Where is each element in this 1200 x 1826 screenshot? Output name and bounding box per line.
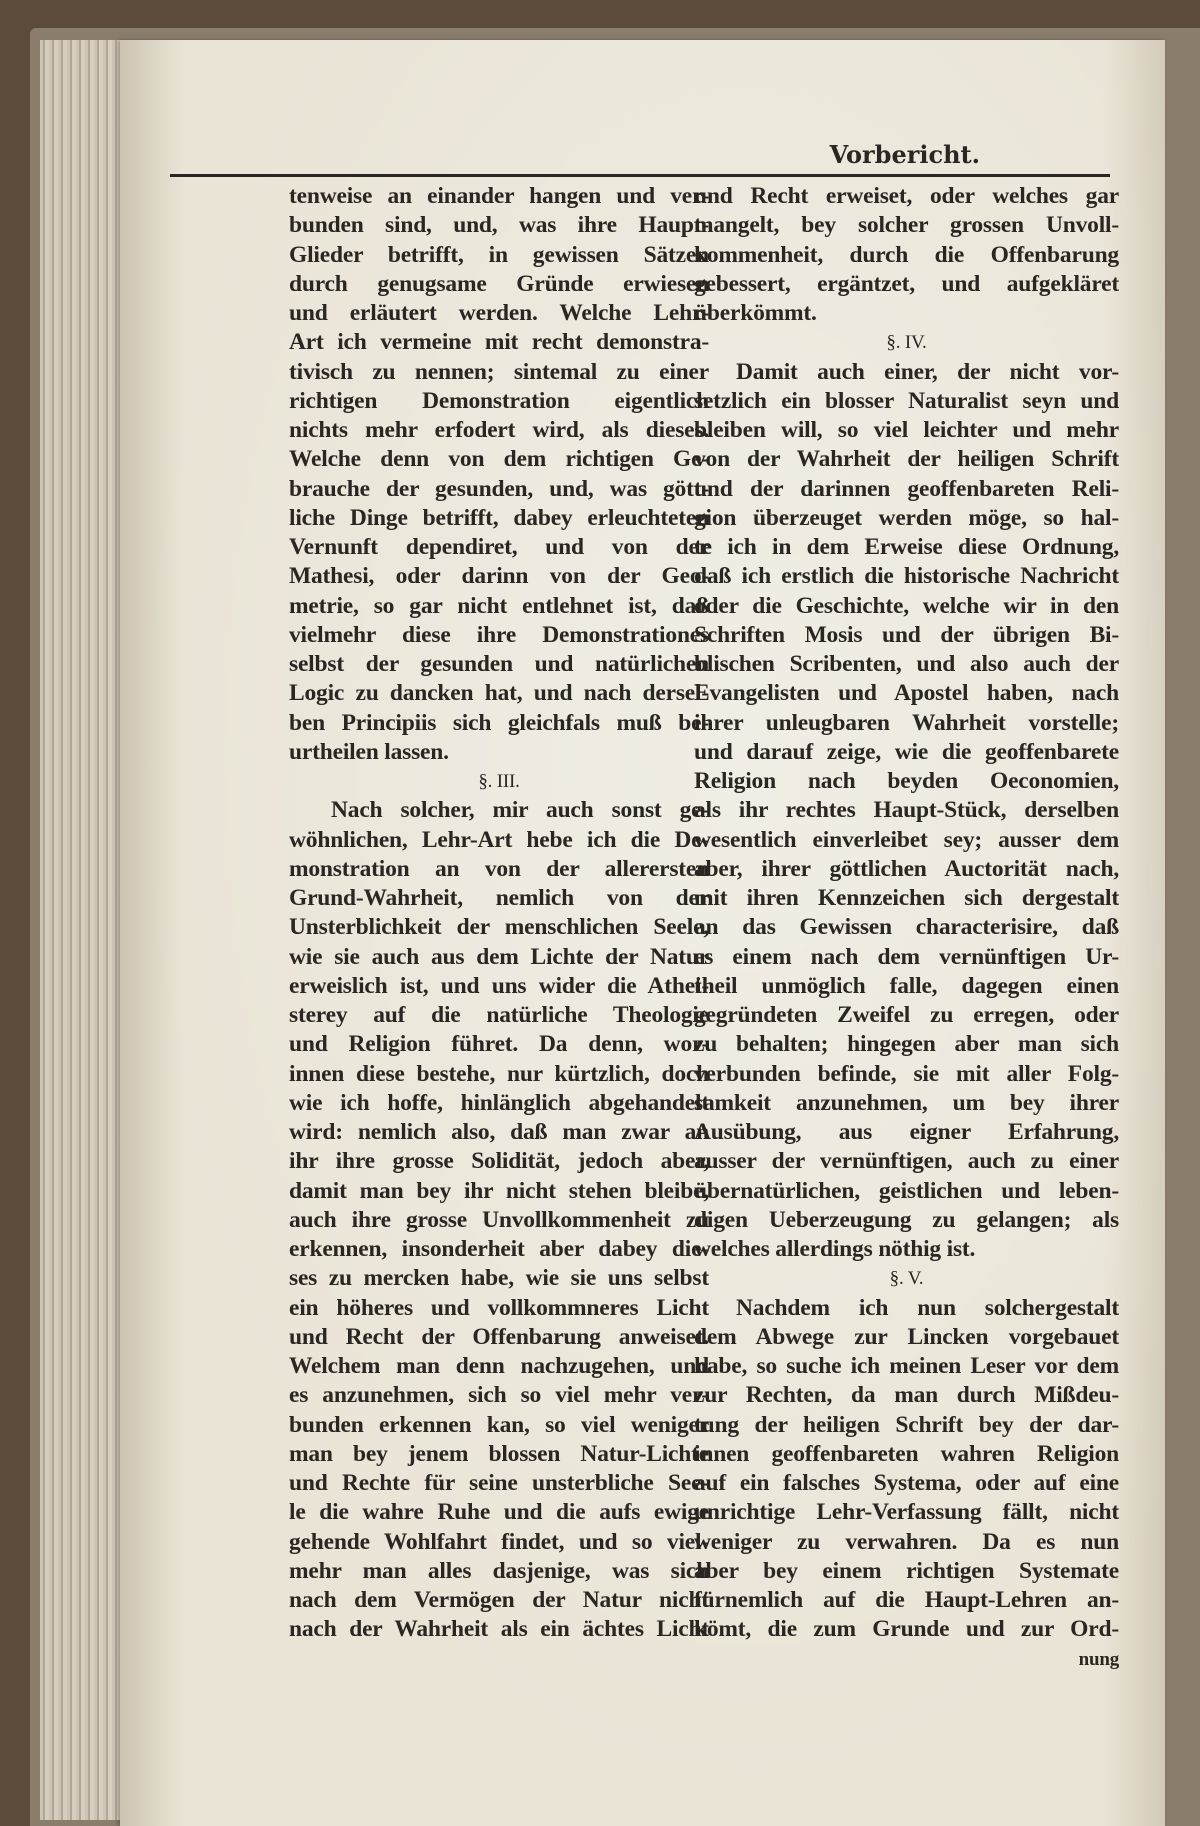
text-line: wöhnlichen, Lehr-Art hebe ich die De- xyxy=(289,826,709,853)
text-line: Logic zu dancken hat, und nach dersel- xyxy=(289,680,709,707)
text-line: durch genugsame Gründe erwiesen xyxy=(289,270,709,297)
text-line: tenweise an einander hangen und ver- xyxy=(289,183,709,209)
text-line: Damit auch einer, der nicht vor- xyxy=(736,358,1119,385)
text-line: theil unmöglich falle, dagegen einen xyxy=(694,972,1119,999)
text-line: dem Abwege zur Lincken vorgebauet xyxy=(694,1323,1119,1350)
text-line: metrie, so gar nicht entlehnet ist, daß xyxy=(289,592,709,619)
text-line: selbst der gesunden und natürlichen xyxy=(289,651,709,677)
text-line: unrichtige Lehr-Verfassung fällt, nicht xyxy=(694,1499,1119,1526)
left-column xyxy=(289,182,709,1645)
text-line: von der Wahrheit der heiligen Schrift xyxy=(694,446,1119,473)
text-line: mehr man alles dasjenige, was sich xyxy=(289,1557,709,1584)
text-line: mit ihren Kennzeichen sich dergestalt xyxy=(694,885,1119,911)
header-title: Vorbericht. xyxy=(829,140,980,169)
text-line: bunden erkennen kan, so viel weniger xyxy=(289,1411,709,1438)
text-line: ihrer unleugbaren Wahrheit vorstelle; xyxy=(694,709,1119,736)
text-line: welches allerdings nöthig ist. xyxy=(694,1236,976,1262)
text-line: wesentlich einverleibet sey; ausser dem xyxy=(694,826,1119,853)
text-line: aber bey einem richtigen Systemate xyxy=(694,1557,1119,1584)
text-line: innen geoffenbareten wahren Religion xyxy=(694,1440,1119,1467)
text-line: digen Ueberzeugung zu gelangen; als xyxy=(694,1206,1119,1233)
text-line: setzlich ein blosser Naturalist seyn und xyxy=(694,387,1119,414)
text-line: es einem nach dem vernünftigen Ur- xyxy=(694,943,1119,970)
text-line: monstration an von der allerersten xyxy=(289,855,709,882)
text-line: erweislich ist, und uns wider die Athei- xyxy=(289,972,709,999)
text-line: blischen Scribenten, und also auch der xyxy=(694,651,1119,677)
text-line: nach der Wahrheit als ein ächtes Licht xyxy=(289,1616,709,1643)
text-line: und erläutert werden. Welche Lehr- xyxy=(289,300,709,326)
text-line: und Recht der Offenbarung anweiset. xyxy=(289,1323,709,1350)
text-line: Glieder betrifft, in gewissen Sätzen xyxy=(289,241,709,268)
text-line: überkömmt. xyxy=(694,300,817,326)
text-line: und Religion führet. Da denn, wor- xyxy=(289,1031,709,1058)
text-line: brauche der gesunden, und, was gött- xyxy=(289,475,709,502)
text-line: und der darinnen geoffenbareten Reli- xyxy=(694,475,1119,502)
text-line: wie sie auch aus dem Lichte der Natur xyxy=(289,943,709,970)
text-line: sterey auf die natürliche Theologie xyxy=(289,1002,709,1028)
text-line: Evangelisten und Apostel haben, nach xyxy=(694,680,1119,707)
text-line: wie ich hoffe, hinlänglich abgehandelt xyxy=(289,1089,709,1116)
text-line: Mathesi, oder darinn von der Geo- xyxy=(289,563,709,590)
text-line: zu behalten; hingegen aber man sich xyxy=(694,1031,1119,1058)
text-line: an das Gewissen characterisire, daß xyxy=(694,914,1119,941)
text-line: kömt, die zum Grunde und zur Ord- xyxy=(694,1616,1119,1643)
text-line: und darauf zeige, wie die geoffenbarete xyxy=(694,738,1119,765)
text-line: Welchem man denn nachzugehen, und xyxy=(289,1353,709,1379)
text-line: aber, ihrer göttlichen Auctorität nach, xyxy=(694,855,1119,882)
text-line: bleiben will, so viel leichter und mehr xyxy=(694,417,1119,443)
text-line: auch ihre grosse Unvollkommenheit zu xyxy=(289,1206,709,1233)
section-heading: §. IV. xyxy=(886,332,927,354)
text-line: Ausübung, aus eigner Erfahrung, xyxy=(694,1119,1119,1145)
text-line: vielmehr diese ihre Demonstrationes xyxy=(289,621,709,648)
text-line: man bey jenem blossen Natur-Lichte xyxy=(289,1440,709,1467)
text-line: es anzunehmen, sich so viel mehr ver- xyxy=(289,1382,709,1409)
text-line: innen diese bestehe, nur kürtzlich, doch xyxy=(289,1060,709,1087)
text-line: Nachdem ich nun solchergestalt xyxy=(736,1294,1119,1321)
text-line: und Rechte für seine unsterbliche See- xyxy=(289,1470,709,1496)
text-line: Vernunft dependiret, und von der xyxy=(289,534,709,560)
text-line: samkeit anzunehmen, um bey ihrer xyxy=(694,1089,1119,1116)
text-line: ausser der vernünftigen, auch zu einer xyxy=(694,1148,1119,1175)
text-line: gegründeten Zweifel zu erregen, oder xyxy=(694,1002,1119,1028)
text-line: ses zu mercken habe, wie sie uns selbst xyxy=(289,1265,709,1292)
text-line: Nach solcher, mir auch sonst ge- xyxy=(331,797,709,824)
right-column xyxy=(694,182,1119,1674)
text-line: übernatürlichen, geistlichen und leben- xyxy=(694,1177,1119,1204)
text-line: Art ich vermeine mit recht demonstra- xyxy=(289,329,709,356)
text-line: zur Rechten, da man durch Mißdeu- xyxy=(694,1382,1119,1409)
text-line: oder die Geschichte, welche wir in den xyxy=(694,592,1119,619)
text-line: daß ich erstlich die historische Nachricht xyxy=(694,563,1119,590)
text-line: tivisch zu nennen; sintemal zu einer xyxy=(289,358,709,385)
text-line: habe, so suche ich meinen Leser vor dem xyxy=(694,1353,1119,1379)
text-line: ein höheres und vollkommneres Licht xyxy=(289,1294,709,1321)
text-line: urtheilen lassen. xyxy=(289,738,449,765)
text-line: weniger zu verwahren. Da es nun xyxy=(694,1528,1119,1555)
text-line: wird: nemlich also, daß man zwar an xyxy=(289,1119,709,1145)
text-line: kommenheit, durch die Offenbarung xyxy=(694,241,1119,268)
text-line: te ich in dem Erweise diese Ordnung, xyxy=(694,534,1119,560)
text-line: fürnemlich auf die Haupt-Lehren an- xyxy=(694,1587,1119,1613)
text-line: damit man bey ihr nicht stehen bleibe, xyxy=(289,1177,709,1204)
text-line: Religion nach beyden Oeconomien, xyxy=(694,768,1119,794)
text-line: gion überzeuget werden möge, so hal- xyxy=(694,504,1119,531)
text-line: mangelt, bey solcher grossen Unvoll- xyxy=(694,212,1119,239)
text-line: verbunden befinde, sie mit aller Folg- xyxy=(694,1060,1119,1087)
text-line: und Recht erweiset, oder welches gar xyxy=(694,183,1119,209)
text-line: ihr ihre grosse Solidität, jedoch aber, xyxy=(289,1148,709,1175)
text-line: als ihr rechtes Haupt-Stück, derselben xyxy=(694,797,1119,824)
text-line: gebessert, ergäntzet, und aufgekläret xyxy=(694,270,1119,297)
catchword: nung xyxy=(1078,1648,1119,1670)
section-heading: §. III. xyxy=(478,771,520,792)
text-line: tung der heiligen Schrift bey der dar- xyxy=(694,1411,1119,1438)
text-line: nichts mehr erfodert wird, als dieses. xyxy=(289,417,709,443)
text-line: nach dem Vermögen der Natur nicht xyxy=(289,1587,709,1613)
text-line: bunden sind, und, was ihre Haupt- xyxy=(289,212,709,239)
text-line: le die wahre Ruhe und die aufs ewige xyxy=(289,1499,709,1526)
text-line: gehende Wohlfahrt findet, und so viel- xyxy=(289,1528,709,1555)
section-heading: §. V. xyxy=(889,1268,924,1290)
text-line: Schriften Mosis und der übrigen Bi- xyxy=(694,621,1119,648)
text-line: Unsterblichkeit der menschlichen Seele, xyxy=(289,914,709,941)
text-line: richtigen Demonstration eigentlich xyxy=(289,387,709,414)
text-line: Grund-Wahrheit, nemlich von der xyxy=(289,885,709,911)
text-line: auf ein falsches Systema, oder auf eine xyxy=(694,1470,1119,1496)
text-line: ben Principiis sich gleichfals muß be- xyxy=(289,709,709,736)
text-line: liche Dinge betrifft, dabey erleuchteten xyxy=(289,504,709,531)
text-line: Welche denn von dem richtigen Ge- xyxy=(289,446,709,473)
text-line: erkennen, insonderheit aber dabey die- xyxy=(289,1236,709,1262)
running-header xyxy=(170,140,1110,177)
